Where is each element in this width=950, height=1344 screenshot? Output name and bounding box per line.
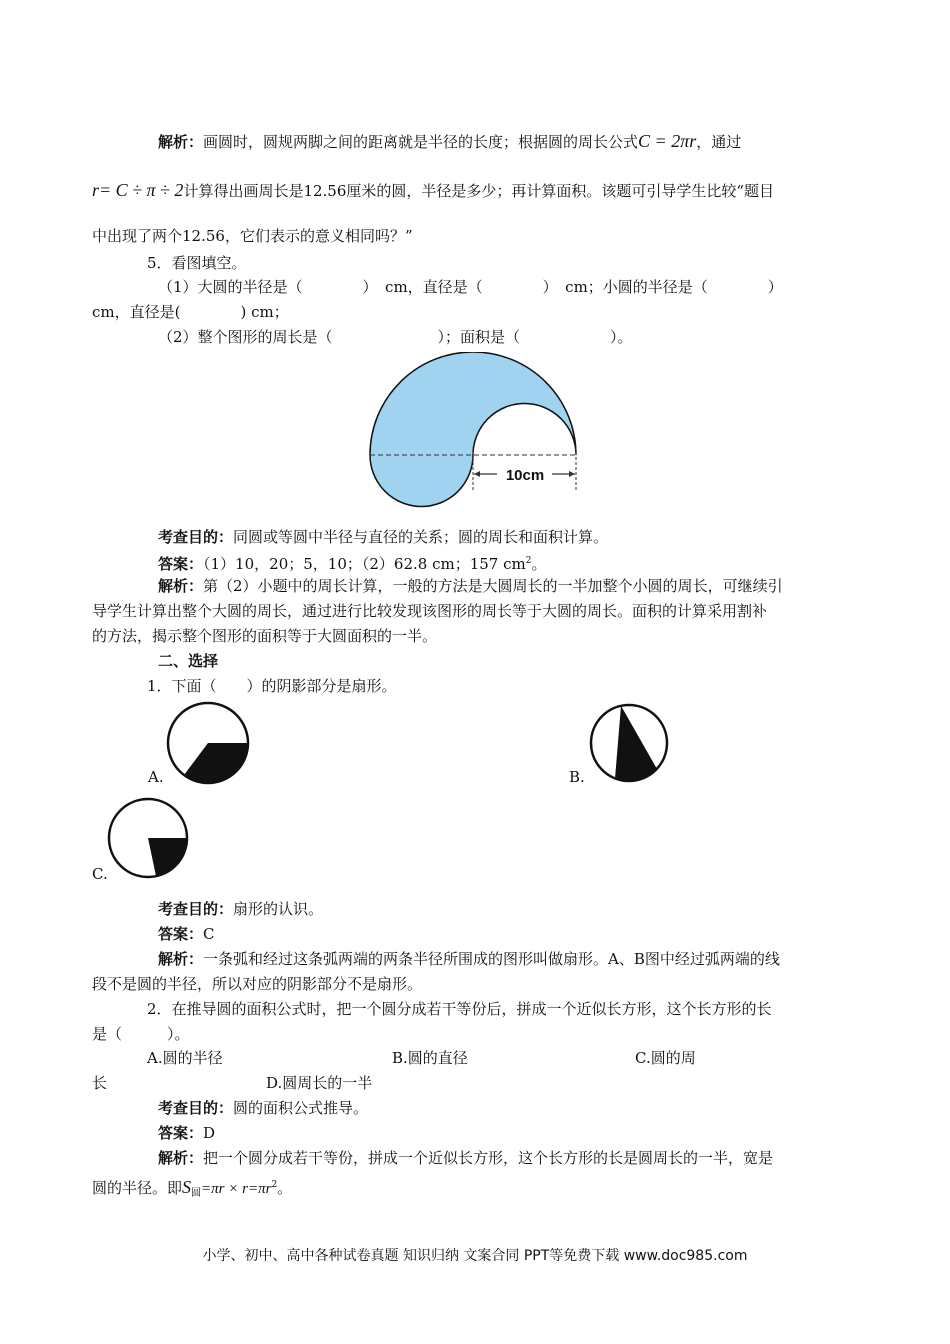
q5-analysis-line-2: 导学生计算出整个大圆的周长，通过进行比较发现该图形的周长等于大圆的周长。面积的计算采用割补 bbox=[92, 602, 768, 620]
choice-1-analysis-2: 段不是圆的半径，所以对应的阴影部分不是扇形。 bbox=[92, 975, 423, 993]
choice-1-answer bbox=[158, 924, 215, 944]
analysis-label: 解析： bbox=[158, 1149, 204, 1167]
area-formula-rest: =πr × r=πr bbox=[201, 1181, 272, 1197]
analysis-text: 圆的半径。即 bbox=[92, 1179, 183, 1197]
answer-text: （1）10，20；5，10；（2）62.8 cm；157 cm bbox=[203, 555, 526, 573]
choice-2-analysis-2 bbox=[92, 1175, 292, 1204]
option-a-circle bbox=[165, 700, 255, 790]
option-b-circle bbox=[588, 702, 672, 786]
circumference-formula: C = 2πr bbox=[638, 131, 697, 151]
purpose-line bbox=[158, 527, 608, 547]
answer-superscript: 2 bbox=[525, 556, 532, 566]
purpose-label: 考查目的： bbox=[158, 900, 234, 918]
answer-label: 答案： bbox=[158, 925, 204, 943]
analysis-text: 一条弧和经过这条弧两端的两条半径所围成的图形叫做扇形。A、B图中经过弧两端的线 bbox=[203, 950, 780, 968]
analysis-line-1 bbox=[158, 131, 741, 152]
area-formula-subscript: 圆 bbox=[191, 1188, 202, 1199]
analysis-label: 解析： bbox=[158, 577, 204, 595]
purpose-text: 同圆或等圆中半径与直径的关系；圆的周长和面积计算。 bbox=[233, 528, 609, 546]
choice-2-analysis-1 bbox=[158, 1148, 773, 1168]
analysis-text: 第（2）小题中的周长计算，一般的方法是大圆周长的一半加整个小圆的周长，可继续引 bbox=[203, 577, 783, 595]
purpose-label: 考查目的： bbox=[158, 528, 234, 546]
choice-2-question-1: 2．在推导圆的面积公式时，把一个圆分成若干等份后，拼成一个近似长方形，这个长方形的长 bbox=[147, 1000, 772, 1018]
option-c-label: C. bbox=[92, 865, 108, 883]
question-5-line-2: cm，直径是( ) cm； bbox=[92, 303, 289, 321]
area-formula-superscript: 2 bbox=[271, 1180, 278, 1190]
choice-2-option-c: C.圆的周 bbox=[635, 1049, 696, 1067]
answer-label: 答案： bbox=[158, 555, 204, 573]
footer: 小学、初中、高中各种试卷真题 知识归纳 文案合同 PPT等免费下载 www.doc985.com bbox=[202, 1248, 748, 1264]
answer-text: C bbox=[203, 925, 215, 943]
analysis-label: 解析： bbox=[158, 950, 204, 968]
answer-end: 。 bbox=[531, 555, 547, 573]
choice-2-option-c-cont: 长 bbox=[92, 1074, 108, 1092]
section-title: 二、选择 bbox=[158, 652, 219, 670]
choice-1-question: 1．下面（ ）的阴影部分是扇形。 bbox=[147, 677, 397, 695]
analysis-text: 把一个圆分成若干等份，拼成一个近似长方形，这个长方形的长是圆周长的一半，宽是 bbox=[203, 1149, 774, 1167]
purpose-text: 扇形的认识。 bbox=[233, 900, 324, 918]
analysis-text: 计算得出画周长是12.56厘米的圆，半径是多少；再计算面积。该题可引导学生比较“题目 bbox=[183, 182, 775, 200]
question-5-line-3: （2）整个图形的周长是（ ）；面积是（ ）。 bbox=[158, 328, 633, 346]
dimension-label: 10cm bbox=[505, 467, 545, 484]
analysis-line-3: 中出现了两个12.56，它们表示的意义相同吗？” bbox=[92, 227, 413, 245]
choice-2-purpose bbox=[158, 1098, 368, 1118]
analysis-text: ，通过 bbox=[696, 133, 742, 151]
option-c-circle bbox=[106, 796, 192, 882]
choice-2-option-d: D.圆周长的一半 bbox=[266, 1074, 373, 1092]
radius-formula: r= C ÷ π ÷ 2 bbox=[92, 180, 184, 200]
answer-text: D bbox=[203, 1124, 216, 1142]
choice-2-question-2: 是（ ）。 bbox=[92, 1025, 190, 1043]
choice-1-analysis-1 bbox=[158, 949, 780, 969]
purpose-text: 圆的面积公式推导。 bbox=[233, 1099, 369, 1117]
analysis-line-2 bbox=[92, 180, 774, 201]
q5-analysis-line-1 bbox=[158, 576, 783, 596]
analysis-label: 解析 bbox=[158, 133, 189, 151]
q5-analysis-line-3: 的方法，揭示整个图形的面积等于大圆面积的一半。 bbox=[92, 627, 438, 645]
analysis-end: 。 bbox=[277, 1179, 293, 1197]
answer-line bbox=[158, 551, 546, 574]
option-b-label: B. bbox=[569, 768, 585, 786]
option-a-label: A. bbox=[148, 768, 164, 786]
analysis-text: 画圆时，圆规两脚之间的距离就是半径的长度；根据圆的周长公式 bbox=[203, 133, 639, 151]
choice-1-purpose bbox=[158, 899, 323, 919]
analysis-colon: ： bbox=[188, 133, 204, 151]
choice-2-option-b: B.圆的直径 bbox=[392, 1049, 468, 1067]
question-5-line-1: （1）大圆的半径是（ ） cm，直径是（ ） cm；小圆的半径是（ ） bbox=[158, 278, 783, 296]
arrowhead-right bbox=[569, 471, 575, 477]
circle-figure bbox=[360, 352, 590, 512]
choice-2-option-a: A.圆的半径 bbox=[147, 1049, 223, 1067]
area-formula-s: S bbox=[182, 1177, 192, 1197]
answer-label: 答案： bbox=[158, 1124, 204, 1142]
purpose-label: 考查目的： bbox=[158, 1099, 234, 1117]
arrowhead-left bbox=[474, 471, 480, 477]
question-5-title: 5．看图填空。 bbox=[147, 254, 247, 272]
choice-2-answer bbox=[158, 1123, 215, 1143]
